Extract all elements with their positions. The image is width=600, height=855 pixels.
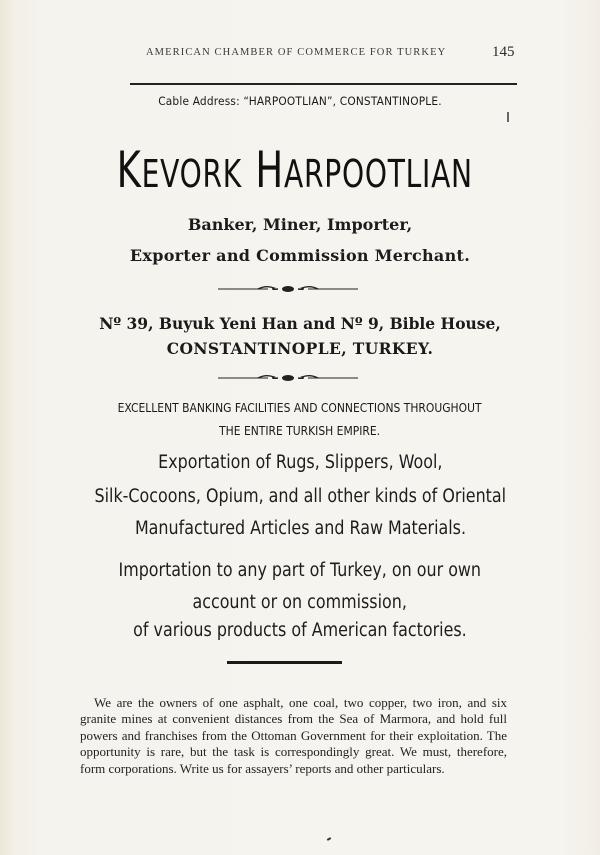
name-initial-h: H — [255, 141, 285, 199]
name-first-rest: EVORK — [141, 152, 243, 196]
name-initial-k: K — [116, 141, 142, 199]
section-rule — [227, 661, 342, 664]
exportation-line-1 — [0, 452, 600, 473]
cable-address: Cable Address: “HARPOOTLIAN”, CONSTANTINOPLE. — [158, 94, 442, 108]
banking-text-2: THE ENTIRE TURKISH EMPIRE. — [219, 423, 381, 438]
body-paragraph: We are the owners of one asphalt, one coal, two copper, two iron, and six granite mines at convenient distances from the Sea of Marmora, and hold full powers and franchises from the Ottoman Government for their exploitation. The opportunity is rare, but the task is correspondingly great. We must, therefore, form corporations. Write us for assayers’ reports and other particulars. — [80, 695, 507, 776]
exportation-text-1: Exportation of Rugs, Slippers, Wool, — [157, 452, 443, 473]
ornament-divider-icon — [218, 283, 358, 295]
importation-line-1 — [0, 560, 600, 581]
running-head — [0, 44, 600, 67]
importation-line-2 — [0, 592, 600, 613]
address-line-1: Nº 39, Buyuk Yeni Han and Nº 9, Bible House, — [99, 314, 501, 333]
exportation-line-2 — [0, 486, 600, 507]
page-number: 145 — [492, 44, 515, 60]
print-mark — [507, 112, 509, 122]
banking-line-2 — [0, 423, 600, 438]
importation-text-2: account or on commission, — [192, 592, 408, 613]
company-name — [0, 140, 590, 200]
roles-line-1: Banker, Miner, Importer, — [187, 215, 413, 234]
running-head-title: AMERICAN CHAMBER OF COMMERCE FOR TURKEY — [146, 47, 447, 58]
banking-text-1: EXCELLENT BANKING FACILITIES AND CONNECTIONS THROUGHOUT — [118, 400, 482, 415]
name-last-rest: ARPOOTLIAN — [284, 152, 474, 196]
banking-line-1 — [0, 400, 600, 415]
print-mark — [327, 837, 331, 841]
ornament-divider-icon — [218, 372, 358, 384]
exportation-line-3 — [0, 518, 600, 539]
importation-text-1: Importation to any part of Turkey, on our own — [118, 560, 482, 581]
exportation-text-2: Silk-Cocoons, Opium, and all other kinds of Oriental — [94, 486, 506, 507]
roles-line-2: Exporter and Commission Merchant. — [129, 246, 471, 265]
importation-line-3 — [0, 620, 600, 641]
exportation-text-3: Manufactured Articles and Raw Materials. — [134, 518, 466, 539]
header-rule — [130, 83, 517, 85]
address-line-2: CONSTANTINOPLE, TURKEY. — [166, 339, 434, 358]
importation-text-3: of various products of American factories. — [133, 620, 467, 641]
